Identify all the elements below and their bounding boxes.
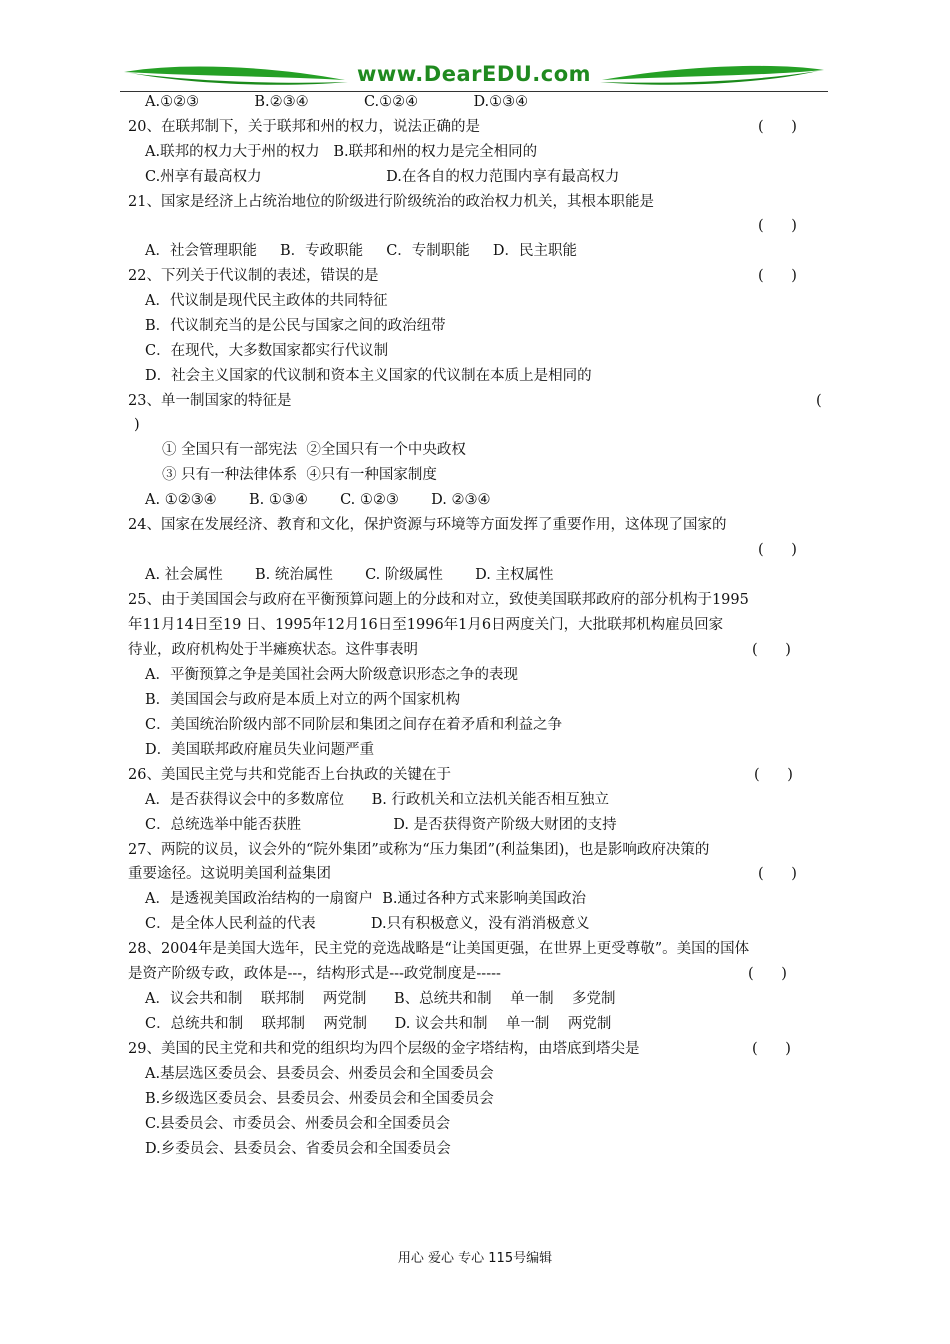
option-line-24: A. 社会属性 B. 统治属性 C. 阶级属性 D. 主权属性 — [145, 567, 554, 583]
answer-bracket-29: ( ) — [752, 1041, 791, 1057]
answer-bracket-22: ( ) — [758, 268, 797, 284]
option-22b: B．代议制充当的是公民与国家之间的政治纽带 — [145, 318, 446, 334]
question-22: 22、下列关于代议制的表述，错误的是 — [128, 268, 379, 284]
option-line-27b: C．是全体人民利益的代表 D.只有积极意义，没有消消极意义 — [145, 916, 590, 932]
option-line-23: A. ①②③④ B. ①③④ C. ①②③ D. ②③④ — [145, 492, 491, 508]
option-25a: A．平衡预算之争是美国社会两大阶级意识形态之争的表现 — [145, 667, 518, 683]
page-footer: 用心 爱心 专心 115号编辑 — [397, 1251, 553, 1266]
answer-bracket-26: ( ) — [754, 767, 793, 783]
option-22c: C．在现代，大多数国家都实行代议制 — [145, 343, 389, 359]
option-line-28a: A．议会共和制 联邦制 两党制 B、总统共和制 单一制 多党制 — [145, 991, 616, 1007]
option-25d: D．美国联邦政府雇员失业问题严重 — [145, 742, 375, 758]
option-25c: C．美国统治阶级内部不同阶层和集团之间存在着矛盾和利益之争 — [145, 717, 563, 733]
statement-23-b: ③ 只有一种法律体系 ④只有一种国家制度 — [162, 467, 437, 483]
option-line-27a: A．是透视美国政治结构的一扇窗户 B.通过各种方式来影响美国政治 — [145, 891, 586, 907]
option-25b: B．美国国会与政府是本质上对立的两个国家机构 — [145, 692, 461, 708]
site-logo-text: www.DearEDU.com — [356, 62, 592, 86]
option-29c: C.县委员会、市委员会、州委员会和全国委员会 — [145, 1116, 451, 1132]
option-22a: A．代议制是现代民主政体的共同特征 — [145, 293, 388, 309]
question-26: 26、美国民主党与共和党能否上台执政的关键在于 — [128, 767, 451, 783]
statement-23-a: ① 全国只有一部宪法 ②全国只有一个中央政权 — [162, 442, 466, 458]
answer-bracket-24: ( ) — [758, 542, 797, 558]
answer-bracket-23-open: ( — [816, 393, 822, 409]
question-23: 23、单一制国家的特征是 — [128, 393, 292, 409]
question-27-line1: 27、两院的议员，议会外的“院外集团”或称为“压力集团”(利益集团)，也是影响政府决策的 — [128, 842, 710, 858]
option-line-26a: A．是否获得议会中的多数席位 B. 行政机关和立法机关能否相互独立 — [145, 792, 609, 808]
option-line-28b: C．总统共和制 联邦制 两党制 D. 议会共和制 单一制 两党制 — [145, 1016, 612, 1032]
option-line-20b: C.州享有最高权力 D.在各自的权力范围内享有最高权力 — [145, 169, 620, 185]
question-25-line3: 待业，政府机构处于半瘫痪状态。这件事表明 — [128, 642, 418, 658]
option-line-20a: A.联邦的权力大于州的权力 B.联邦和州的权力是完全相同的 — [145, 144, 538, 160]
question-24: 24、国家在发展经济、教育和文化，保护资源与环境等方面发挥了重要作用，这体现了国家的 — [128, 517, 727, 533]
option-29d: D.乡委员会、县委员会、省委员会和全国委员会 — [145, 1141, 451, 1157]
answer-bracket-27: ( ) — [758, 866, 797, 882]
answer-options-19: A.①②③ B.②③④ C.①②④ D.①③④ — [145, 94, 529, 110]
option-29a: A.基层选区委员会、县委员会、州委员会和全国委员会 — [145, 1066, 494, 1082]
question-28-line1: 28、2004年是美国大选年，民主党的竞选战略是“让美国更强，在世界上更受尊敬”。美国的国体 — [128, 941, 750, 957]
answer-bracket-23-close: ) — [134, 417, 140, 433]
page-header — [120, 58, 828, 94]
question-25-line1: 25、由于美国国会与政府在平衡预算问题上的分歧和对立，致使美国联邦政府的部分机构于1995 — [128, 592, 749, 608]
answer-bracket-28: ( ) — [748, 966, 787, 982]
option-29b: B.乡级选区委员会、县委员会、州委员会和全国委员会 — [145, 1091, 494, 1107]
question-21: 21、国家是经济上占统治地位的阶级进行阶级统治的政治权力机关，其根本职能是 — [128, 194, 654, 210]
question-25-line2: 年11月14日至19 日、1995年12月16日至1996年1月6日两度关门，大批联邦机构雇员回家 — [128, 617, 724, 633]
answer-bracket-25: ( ) — [752, 642, 791, 658]
question-28-line2: 是资产阶级专政，政体是---，结构形式是---政党制度是----- — [128, 966, 501, 982]
question-29: 29、美国的民主党和共和党的组织均为四个层级的金字塔结构，由塔底到塔尖是 — [128, 1041, 640, 1057]
answer-bracket-20: ( ) — [758, 119, 797, 135]
answer-bracket-21: ( ) — [758, 218, 797, 234]
option-22d: D．社会主义国家的代议制和资本主义国家的代议制在本质上是相同的 — [145, 368, 592, 384]
question-20: 20、在联邦制下，关于联邦和州的权力，说法正确的是 — [128, 119, 480, 135]
option-line-26b: C．总统选举中能否获胜 D. 是否获得资产阶级大财团的支持 — [145, 817, 617, 833]
option-line-21: A．社会管理职能 B．专政职能 C．专制职能 D．民主职能 — [145, 243, 577, 259]
question-27-line2: 重要途径。这说明美国利益集团 — [128, 866, 331, 882]
